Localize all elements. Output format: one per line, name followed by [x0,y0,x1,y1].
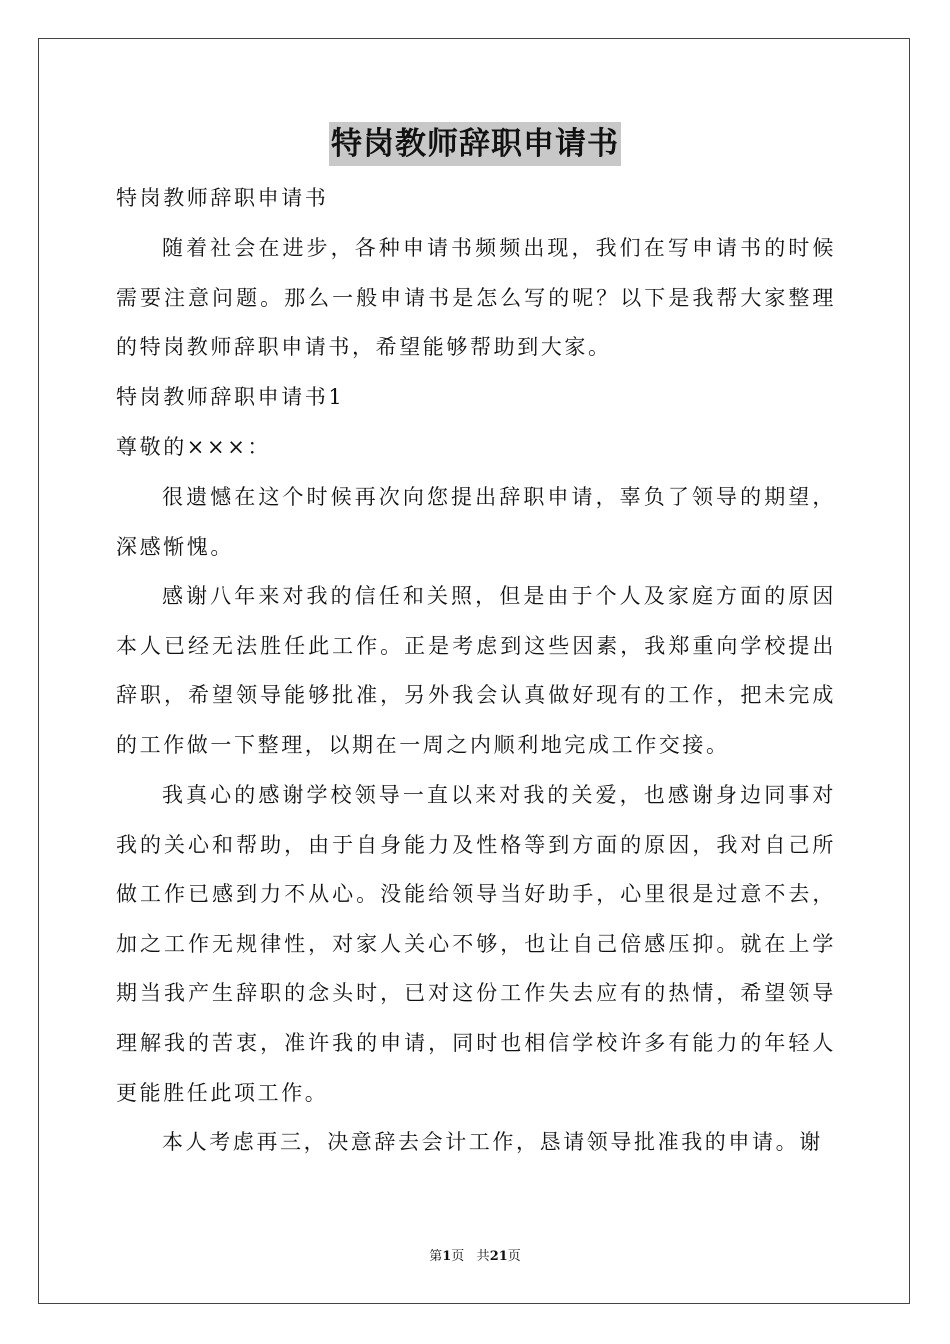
body-paragraph-4: 本人考虑再三，决意辞去会计工作，恳请领导批准我的申请。谢 [162,1130,823,1154]
body-paragraph-3: 我真心的感谢学校领导一直以来对我的关爱，也感谢身边同事对我的关心和帮助，由于自身能力及性格等到方面的原因，我对自己所做工作已感到力不从心。没能给领导当好助手，心里很是过意不去，加之工作无规律性，对家人关心不够，也让自己倍感压抑。就在上学期当我产生辞职的念头时，已对这份工作失去应有的热情，希望领导理解我的苦衷，准许我的申请，同时也相信学校许多有能力的年轻人更能胜任此项工作。 [116,783,836,1105]
total-pages: 21 [489,1249,508,1264]
body-paragraph-1: 很遗憾在这个时候再次向您提出辞职申请，辜负了领导的期望，深感惭愧。 [116,485,836,559]
body-paragraph-2: 感谢八年来对我的信任和关照，但是由于个人及家庭方面的原因本人已经无法胜任此工作。正是考虑到这些因素，我郑重向学校提出辞职，希望领导能够批准，另外我会认真做好现有的工作，把未完成的工作做一下整理，以期在一周之内顺利地完成工作交接。 [116,584,836,757]
title-container [0,122,950,166]
page-footer [0,1248,950,1266]
page-number: 1 [442,1249,452,1264]
total-suffix: 页 [507,1249,521,1264]
salutation: 尊敬的×××： [116,435,271,459]
document-subtitle: 特岗教师辞职申请书 [116,186,329,210]
page-suffix: 页 [451,1249,465,1264]
intro-paragraph: 随着社会在进步，各种申请书频频出现，我们在写申请书的时候需要注意问题。那么一般申请书是怎么写的呢？以下是我帮大家整理的特岗教师辞职申请书，希望能够帮助到大家。 [116,236,836,360]
section-heading: 特岗教师辞职申请书1 [116,385,345,409]
page-prefix: 第 [429,1249,443,1264]
total-prefix: 共 [476,1249,490,1264]
document-title: 特岗教师辞职申请书 [329,122,621,166]
